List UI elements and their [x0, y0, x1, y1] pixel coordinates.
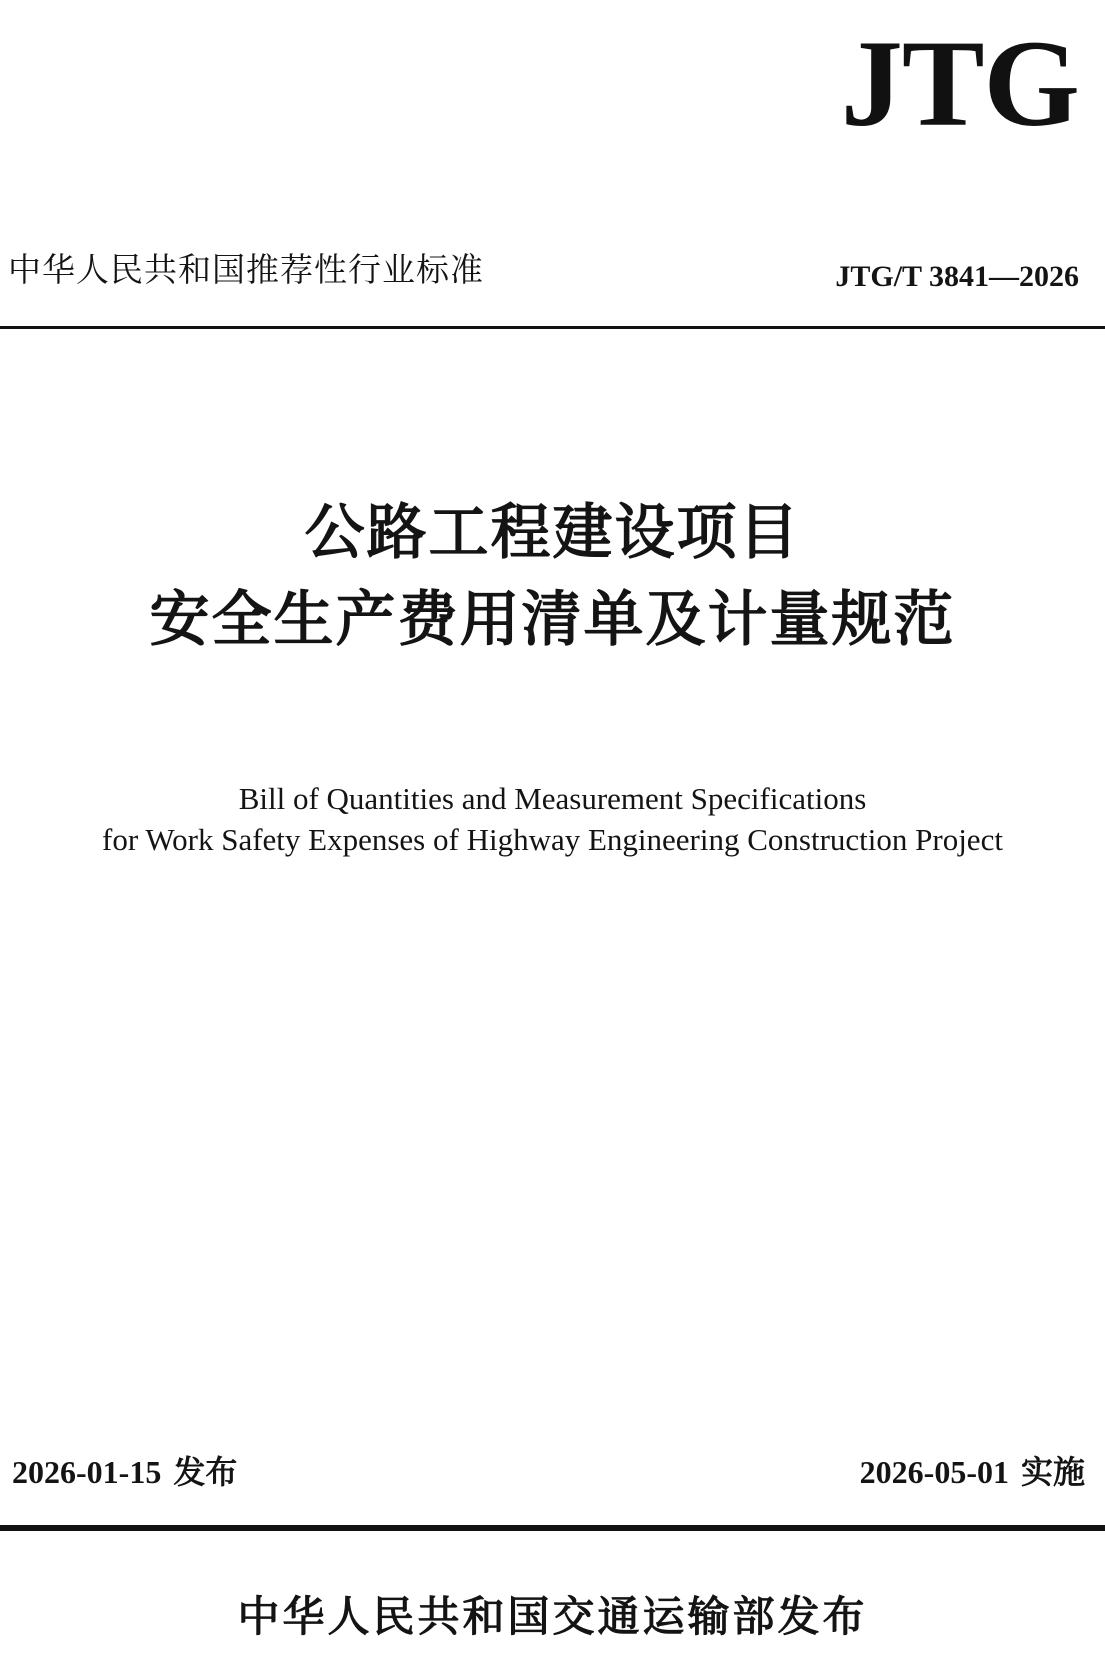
publisher: 中华人民共和国交通运输部发布	[237, 1592, 868, 1641]
issue-label: 发布	[173, 1453, 238, 1491]
effective-date: 2026-05-01	[859, 1454, 1009, 1490]
chinese-title-line-2: 安全生产费用清单及计量规范	[149, 585, 956, 655]
issue-date: 2026-01-15	[12, 1454, 162, 1490]
top-divider	[0, 326, 1105, 329]
english-title	[0, 778, 1105, 860]
standard-type: 中华人民共和国推荐性行业标准	[8, 250, 484, 289]
bottom-divider	[0, 1525, 1105, 1531]
standard-code: JTG/T 3841—2026	[835, 260, 1079, 293]
chinese-title-line-1: 公路工程建设项目	[304, 498, 801, 568]
effective-date-block	[859, 1453, 1085, 1491]
chinese-title	[0, 490, 1105, 664]
english-title-line-2: for Work Safety Expenses of Highway Engineering Construction Project	[102, 822, 1003, 857]
english-title-line-1: Bill of Quantities and Measurement Specifications	[238, 781, 867, 816]
issue-date-block	[12, 1453, 238, 1491]
effective-label: 实施	[1020, 1453, 1085, 1491]
jtg-logo: JTG	[840, 15, 1079, 152]
